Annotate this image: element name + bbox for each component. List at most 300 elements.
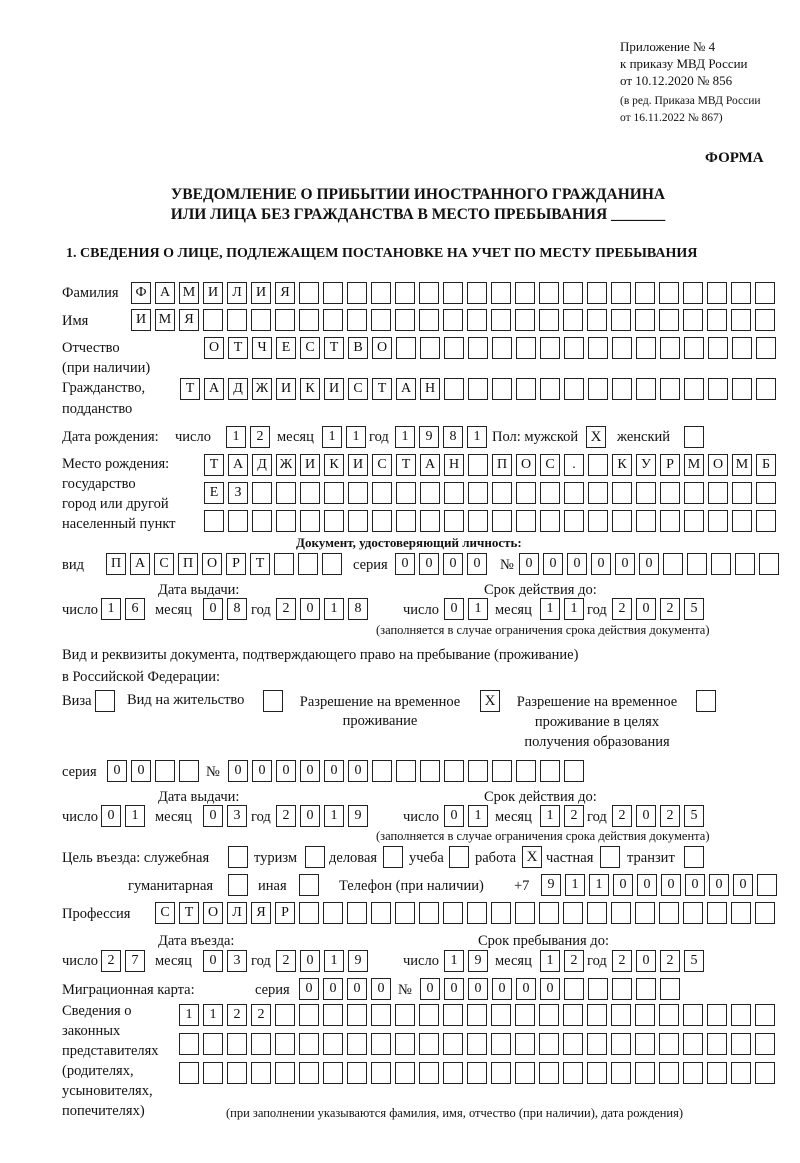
residence-permit-checkbox[interactable] [263, 690, 283, 712]
char-cell[interactable] [683, 309, 703, 331]
char-cell[interactable]: И [276, 378, 296, 400]
char-cell[interactable]: Р [275, 902, 295, 924]
char-cell[interactable]: Е [276, 337, 296, 359]
char-cell[interactable] [491, 309, 511, 331]
sex-male-checkbox[interactable]: X [586, 426, 606, 448]
char-cell[interactable] [663, 553, 683, 575]
char-cell[interactable] [347, 309, 367, 331]
char-cell[interactable] [443, 1033, 463, 1055]
char-cell[interactable] [467, 1004, 487, 1026]
char-cell[interactable] [660, 337, 680, 359]
char-cell[interactable] [203, 1062, 223, 1084]
char-cell[interactable] [755, 282, 775, 304]
char-cell[interactable]: О [204, 337, 224, 359]
char-cell[interactable]: 1 [467, 426, 487, 448]
char-cell[interactable] [371, 282, 391, 304]
char-cell[interactable] [516, 510, 536, 532]
char-cell[interactable] [611, 1033, 631, 1055]
char-cell[interactable]: 0 [203, 805, 223, 827]
char-cell[interactable] [588, 978, 608, 1000]
char-cell[interactable]: 0 [685, 874, 705, 896]
char-cell[interactable]: 0 [444, 805, 464, 827]
char-cell[interactable] [420, 510, 440, 532]
char-cell[interactable] [684, 378, 704, 400]
char-cell[interactable] [707, 309, 727, 331]
char-cell[interactable]: 0 [636, 598, 656, 620]
char-cell[interactable]: И [348, 454, 368, 476]
char-cell[interactable]: 0 [540, 978, 560, 1000]
char-cell[interactable] [467, 1062, 487, 1084]
char-cell[interactable] [371, 902, 391, 924]
char-cell[interactable]: 9 [419, 426, 439, 448]
char-cell[interactable] [468, 510, 488, 532]
char-cell[interactable] [323, 902, 343, 924]
char-cell[interactable]: 0 [371, 978, 391, 1000]
char-cell[interactable]: 0 [252, 760, 272, 782]
char-cell[interactable]: Т [228, 337, 248, 359]
purpose-service-checkbox[interactable] [228, 846, 248, 868]
char-cell[interactable]: О [708, 454, 728, 476]
char-cell[interactable] [323, 309, 343, 331]
char-cell[interactable]: Д [252, 454, 272, 476]
char-cell[interactable] [683, 1004, 703, 1026]
char-cell[interactable]: Т [396, 454, 416, 476]
char-cell[interactable]: 0 [324, 760, 344, 782]
char-cell[interactable]: Р [226, 553, 246, 575]
char-cell[interactable]: М [179, 282, 199, 304]
char-cell[interactable]: . [564, 454, 584, 476]
char-cell[interactable]: Т [180, 378, 200, 400]
char-cell[interactable] [756, 378, 776, 400]
char-cell[interactable]: Я [179, 309, 199, 331]
char-cell[interactable] [587, 1033, 607, 1055]
char-cell[interactable] [347, 1033, 367, 1055]
char-cell[interactable]: 0 [300, 805, 320, 827]
char-cell[interactable]: Л [227, 902, 247, 924]
char-cell[interactable]: 1 [324, 950, 344, 972]
char-cell[interactable] [347, 902, 367, 924]
char-cell[interactable]: О [516, 454, 536, 476]
char-cell[interactable]: С [540, 454, 560, 476]
char-cell[interactable]: 1 [540, 950, 560, 972]
char-cell[interactable] [323, 1033, 343, 1055]
purpose-work-checkbox[interactable]: X [522, 846, 542, 868]
char-cell[interactable]: 0 [733, 874, 753, 896]
char-cell[interactable] [587, 1004, 607, 1026]
char-cell[interactable] [659, 309, 679, 331]
char-cell[interactable] [300, 482, 320, 504]
char-cell[interactable] [539, 1033, 559, 1055]
char-cell[interactable] [276, 510, 296, 532]
char-cell[interactable]: 2 [276, 950, 296, 972]
purpose-tourism-checkbox[interactable] [305, 846, 325, 868]
char-cell[interactable] [227, 1062, 247, 1084]
char-cell[interactable]: 1 [468, 805, 488, 827]
char-cell[interactable]: 0 [444, 978, 464, 1000]
char-cell[interactable]: И [131, 309, 151, 331]
char-cell[interactable] [563, 1004, 583, 1026]
char-cell[interactable] [492, 378, 512, 400]
char-cell[interactable] [611, 309, 631, 331]
char-cell[interactable] [395, 282, 415, 304]
char-cell[interactable] [539, 1062, 559, 1084]
char-cell[interactable]: 0 [639, 553, 659, 575]
char-cell[interactable]: 0 [419, 553, 439, 575]
char-cell[interactable] [179, 1062, 199, 1084]
char-cell[interactable]: 0 [591, 553, 611, 575]
char-cell[interactable]: 0 [615, 553, 635, 575]
char-cell[interactable] [683, 902, 703, 924]
char-cell[interactable] [468, 454, 488, 476]
char-cell[interactable]: С [155, 902, 175, 924]
char-cell[interactable]: 0 [395, 553, 415, 575]
char-cell[interactable] [756, 337, 776, 359]
char-cell[interactable]: 2 [276, 598, 296, 620]
char-cell[interactable] [636, 337, 656, 359]
char-cell[interactable]: 6 [125, 598, 145, 620]
char-cell[interactable] [420, 760, 440, 782]
char-cell[interactable] [684, 337, 704, 359]
char-cell[interactable] [203, 309, 223, 331]
char-cell[interactable]: М [155, 309, 175, 331]
char-cell[interactable]: И [300, 454, 320, 476]
char-cell[interactable]: 2 [276, 805, 296, 827]
char-cell[interactable] [757, 874, 777, 896]
char-cell[interactable] [659, 282, 679, 304]
char-cell[interactable]: 2 [660, 598, 680, 620]
char-cell[interactable]: Л [227, 282, 247, 304]
char-cell[interactable] [467, 1033, 487, 1055]
char-cell[interactable] [732, 510, 752, 532]
char-cell[interactable] [252, 482, 272, 504]
char-cell[interactable] [635, 1033, 655, 1055]
purpose-private-checkbox[interactable] [600, 846, 620, 868]
char-cell[interactable] [323, 1062, 343, 1084]
char-cell[interactable] [539, 1004, 559, 1026]
char-cell[interactable]: 1 [324, 805, 344, 827]
char-cell[interactable] [635, 309, 655, 331]
char-cell[interactable] [611, 1004, 631, 1026]
char-cell[interactable]: 0 [323, 978, 343, 1000]
char-cell[interactable] [687, 553, 707, 575]
char-cell[interactable] [468, 337, 488, 359]
char-cell[interactable] [732, 482, 752, 504]
char-cell[interactable]: Т [250, 553, 270, 575]
char-cell[interactable] [227, 309, 247, 331]
char-cell[interactable] [707, 1033, 727, 1055]
char-cell[interactable] [587, 902, 607, 924]
char-cell[interactable]: 0 [348, 760, 368, 782]
char-cell[interactable]: К [612, 454, 632, 476]
char-cell[interactable] [708, 378, 728, 400]
char-cell[interactable] [299, 1033, 319, 1055]
char-cell[interactable] [492, 482, 512, 504]
char-cell[interactable]: 1 [565, 874, 585, 896]
char-cell[interactable] [395, 1033, 415, 1055]
char-cell[interactable]: С [348, 378, 368, 400]
char-cell[interactable]: 0 [516, 978, 536, 1000]
char-cell[interactable]: 2 [227, 1004, 247, 1026]
char-cell[interactable] [371, 1062, 391, 1084]
char-cell[interactable] [444, 760, 464, 782]
char-cell[interactable]: Т [324, 337, 344, 359]
char-cell[interactable]: 3 [227, 950, 247, 972]
char-cell[interactable] [635, 1062, 655, 1084]
char-cell[interactable]: 0 [228, 760, 248, 782]
char-cell[interactable] [515, 1004, 535, 1026]
char-cell[interactable]: 0 [101, 805, 121, 827]
char-cell[interactable]: 0 [444, 598, 464, 620]
char-cell[interactable]: 0 [276, 760, 296, 782]
char-cell[interactable] [731, 902, 751, 924]
char-cell[interactable] [395, 902, 415, 924]
char-cell[interactable]: 8 [227, 598, 247, 620]
char-cell[interactable] [563, 309, 583, 331]
char-cell[interactable] [396, 482, 416, 504]
char-cell[interactable] [755, 902, 775, 924]
char-cell[interactable] [611, 902, 631, 924]
char-cell[interactable] [347, 282, 367, 304]
char-cell[interactable] [636, 378, 656, 400]
char-cell[interactable] [491, 902, 511, 924]
char-cell[interactable]: Д [228, 378, 248, 400]
char-cell[interactable]: 1 [226, 426, 246, 448]
char-cell[interactable] [227, 1033, 247, 1055]
char-cell[interactable]: 0 [519, 553, 539, 575]
char-cell[interactable]: 9 [541, 874, 561, 896]
char-cell[interactable]: 1 [444, 950, 464, 972]
char-cell[interactable]: 0 [300, 598, 320, 620]
char-cell[interactable] [275, 1004, 295, 1026]
char-cell[interactable] [372, 510, 392, 532]
char-cell[interactable]: Н [444, 454, 464, 476]
char-cell[interactable] [492, 510, 512, 532]
char-cell[interactable] [588, 337, 608, 359]
char-cell[interactable] [491, 1033, 511, 1055]
char-cell[interactable] [755, 1004, 775, 1026]
char-cell[interactable]: С [372, 454, 392, 476]
char-cell[interactable] [228, 510, 248, 532]
char-cell[interactable] [252, 510, 272, 532]
char-cell[interactable]: О [202, 553, 222, 575]
char-cell[interactable] [371, 309, 391, 331]
char-cell[interactable] [515, 902, 535, 924]
purpose-business-checkbox[interactable] [383, 846, 403, 868]
char-cell[interactable]: 9 [348, 805, 368, 827]
char-cell[interactable] [540, 378, 560, 400]
char-cell[interactable]: А [204, 378, 224, 400]
char-cell[interactable] [467, 902, 487, 924]
char-cell[interactable]: И [203, 282, 223, 304]
char-cell[interactable]: 7 [125, 950, 145, 972]
char-cell[interactable]: 1 [468, 598, 488, 620]
char-cell[interactable]: 2 [612, 598, 632, 620]
char-cell[interactable] [395, 1062, 415, 1084]
char-cell[interactable] [492, 337, 512, 359]
char-cell[interactable]: О [372, 337, 392, 359]
char-cell[interactable] [587, 309, 607, 331]
char-cell[interactable]: 0 [637, 874, 657, 896]
char-cell[interactable] [419, 1062, 439, 1084]
char-cell[interactable]: 2 [101, 950, 121, 972]
char-cell[interactable] [731, 309, 751, 331]
char-cell[interactable]: А [396, 378, 416, 400]
char-cell[interactable] [635, 1004, 655, 1026]
char-cell[interactable] [515, 1033, 535, 1055]
char-cell[interactable]: 3 [227, 805, 247, 827]
char-cell[interactable] [179, 1033, 199, 1055]
char-cell[interactable]: 0 [131, 760, 151, 782]
char-cell[interactable] [323, 282, 343, 304]
char-cell[interactable] [443, 1004, 463, 1026]
char-cell[interactable] [564, 378, 584, 400]
char-cell[interactable] [660, 978, 680, 1000]
char-cell[interactable] [611, 282, 631, 304]
char-cell[interactable] [564, 482, 584, 504]
char-cell[interactable] [683, 282, 703, 304]
char-cell[interactable]: 1 [324, 598, 344, 620]
char-cell[interactable]: Ж [252, 378, 272, 400]
char-cell[interactable] [444, 510, 464, 532]
char-cell[interactable] [443, 1062, 463, 1084]
purpose-transit-checkbox[interactable] [684, 846, 704, 868]
char-cell[interactable] [731, 1004, 751, 1026]
char-cell[interactable] [660, 378, 680, 400]
char-cell[interactable] [419, 282, 439, 304]
char-cell[interactable] [707, 282, 727, 304]
char-cell[interactable] [731, 1033, 751, 1055]
char-cell[interactable] [588, 454, 608, 476]
char-cell[interactable]: 0 [420, 978, 440, 1000]
char-cell[interactable] [755, 1062, 775, 1084]
char-cell[interactable]: 0 [299, 978, 319, 1000]
char-cell[interactable] [516, 378, 536, 400]
char-cell[interactable] [539, 309, 559, 331]
char-cell[interactable]: 0 [468, 978, 488, 1000]
char-cell[interactable]: 0 [613, 874, 633, 896]
char-cell[interactable]: Ч [252, 337, 272, 359]
char-cell[interactable] [755, 309, 775, 331]
char-cell[interactable] [372, 482, 392, 504]
char-cell[interactable] [468, 482, 488, 504]
char-cell[interactable]: 1 [203, 1004, 223, 1026]
char-cell[interactable]: П [106, 553, 126, 575]
char-cell[interactable] [444, 378, 464, 400]
char-cell[interactable] [467, 309, 487, 331]
char-cell[interactable] [707, 902, 727, 924]
char-cell[interactable] [204, 510, 224, 532]
char-cell[interactable] [299, 282, 319, 304]
char-cell[interactable] [419, 902, 439, 924]
char-cell[interactable] [612, 482, 632, 504]
char-cell[interactable] [491, 1004, 511, 1026]
char-cell[interactable] [299, 1004, 319, 1026]
char-cell[interactable] [563, 1062, 583, 1084]
char-cell[interactable]: 2 [251, 1004, 271, 1026]
char-cell[interactable] [323, 1004, 343, 1026]
char-cell[interactable] [179, 760, 199, 782]
char-cell[interactable]: 0 [203, 950, 223, 972]
char-cell[interactable]: П [178, 553, 198, 575]
char-cell[interactable]: 0 [443, 553, 463, 575]
char-cell[interactable]: 1 [589, 874, 609, 896]
char-cell[interactable]: О [203, 902, 223, 924]
char-cell[interactable] [348, 510, 368, 532]
char-cell[interactable] [564, 978, 584, 1000]
char-cell[interactable] [515, 309, 535, 331]
char-cell[interactable]: Н [420, 378, 440, 400]
char-cell[interactable]: 2 [612, 805, 632, 827]
char-cell[interactable]: 5 [684, 805, 704, 827]
char-cell[interactable] [659, 1033, 679, 1055]
char-cell[interactable] [539, 282, 559, 304]
char-cell[interactable] [564, 760, 584, 782]
char-cell[interactable]: 0 [467, 553, 487, 575]
char-cell[interactable]: 1 [346, 426, 366, 448]
char-cell[interactable] [420, 337, 440, 359]
char-cell[interactable] [732, 337, 752, 359]
char-cell[interactable]: 8 [348, 598, 368, 620]
char-cell[interactable] [635, 902, 655, 924]
char-cell[interactable]: К [300, 378, 320, 400]
char-cell[interactable]: 1 [179, 1004, 199, 1026]
char-cell[interactable]: И [324, 378, 344, 400]
char-cell[interactable] [588, 482, 608, 504]
char-cell[interactable] [516, 760, 536, 782]
char-cell[interactable] [755, 1033, 775, 1055]
char-cell[interactable] [659, 902, 679, 924]
char-cell[interactable]: 8 [443, 426, 463, 448]
char-cell[interactable] [299, 309, 319, 331]
char-cell[interactable]: У [636, 454, 656, 476]
char-cell[interactable]: П [492, 454, 512, 476]
char-cell[interactable] [563, 282, 583, 304]
char-cell[interactable] [468, 760, 488, 782]
char-cell[interactable] [251, 1062, 271, 1084]
char-cell[interactable] [711, 553, 731, 575]
visa-checkbox[interactable] [95, 690, 115, 712]
char-cell[interactable]: С [154, 553, 174, 575]
char-cell[interactable]: 2 [660, 805, 680, 827]
char-cell[interactable]: Т [372, 378, 392, 400]
char-cell[interactable] [419, 1004, 439, 1026]
char-cell[interactable] [756, 510, 776, 532]
char-cell[interactable] [419, 309, 439, 331]
char-cell[interactable]: 0 [347, 978, 367, 1000]
purpose-other-checkbox[interactable] [299, 874, 319, 896]
char-cell[interactable] [612, 337, 632, 359]
char-cell[interactable] [491, 282, 511, 304]
char-cell[interactable]: 5 [684, 598, 704, 620]
purpose-humanitarian-checkbox[interactable] [228, 874, 248, 896]
char-cell[interactable]: 0 [567, 553, 587, 575]
char-cell[interactable]: 0 [709, 874, 729, 896]
char-cell[interactable] [731, 282, 751, 304]
char-cell[interactable]: Ф [131, 282, 151, 304]
char-cell[interactable] [468, 378, 488, 400]
char-cell[interactable] [396, 337, 416, 359]
char-cell[interactable]: 0 [203, 598, 223, 620]
char-cell[interactable] [708, 510, 728, 532]
char-cell[interactable] [396, 760, 416, 782]
char-cell[interactable] [372, 760, 392, 782]
char-cell[interactable] [203, 1033, 223, 1055]
char-cell[interactable] [275, 309, 295, 331]
char-cell[interactable] [347, 1062, 367, 1084]
char-cell[interactable]: А [228, 454, 248, 476]
char-cell[interactable]: 2 [660, 950, 680, 972]
char-cell[interactable]: 0 [107, 760, 127, 782]
